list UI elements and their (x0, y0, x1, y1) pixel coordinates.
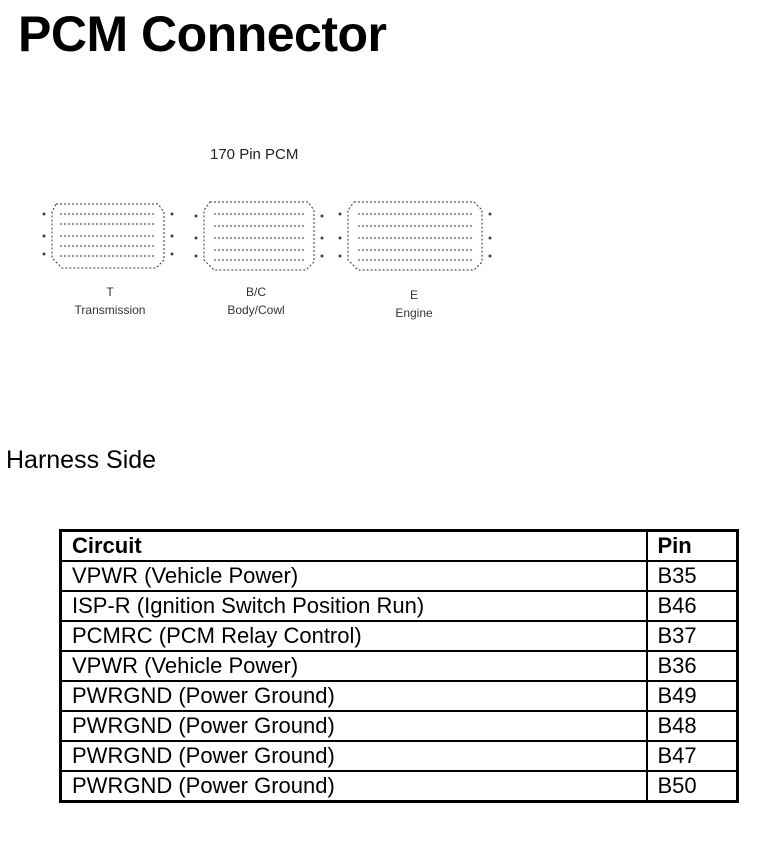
pcm-connector-diagram (0, 140, 520, 330)
circuit-cell: VPWR (Vehicle Power) (61, 561, 647, 591)
circuit-cell: PWRGND (Power Ground) (61, 681, 647, 711)
pin-cell: B37 (647, 621, 738, 651)
connector-name-transmission: Transmission (74, 303, 146, 317)
table-row (61, 771, 738, 802)
table-header-row (61, 531, 738, 562)
connector-name-body-cowl: Body/Cowl (227, 303, 285, 317)
circuit-cell: VPWR (Vehicle Power) (61, 651, 647, 681)
table-row (61, 681, 738, 711)
connector-letter-e: E (409, 288, 418, 302)
table-row (61, 741, 738, 771)
connector-name-engine: Engine (395, 306, 433, 320)
circuit-cell: PWRGND (Power Ground) (61, 771, 647, 802)
table-row (61, 621, 738, 651)
pin-cell: B46 (647, 591, 738, 621)
pin-cell: B36 (647, 651, 738, 681)
column-header-circuit: Circuit (61, 531, 647, 562)
table-row (61, 711, 738, 741)
connector-letter-t: T (106, 285, 114, 299)
circuit-cell: ISP-R (Ignition Switch Position Run) (61, 591, 647, 621)
circuit-cell: PWRGND (Power Ground) (61, 741, 647, 771)
pin-cell: B48 (647, 711, 738, 741)
pin-table (59, 529, 739, 803)
pin-cell: B49 (647, 681, 738, 711)
column-header-pin: Pin (647, 531, 738, 562)
transmission-connector-icon (38, 192, 178, 272)
body-cowl-connector-icon (190, 192, 330, 272)
circuit-cell: PWRGND (Power Ground) (61, 711, 647, 741)
harness-side-heading: Harness Side (6, 446, 157, 474)
table-row (61, 591, 738, 621)
pin-cell: B35 (647, 561, 738, 591)
engine-connector-icon (336, 192, 496, 272)
page-title: PCM Connector (18, 6, 387, 62)
pin-cell: B47 (647, 741, 738, 771)
pin-cell: B50 (647, 771, 738, 802)
diagram-label: 170 Pin PCM (210, 146, 299, 163)
table-row (61, 651, 738, 681)
circuit-cell: PCMRC (PCM Relay Control) (61, 621, 647, 651)
table-row (61, 561, 738, 591)
connector-letter-bc: B/C (245, 285, 266, 299)
